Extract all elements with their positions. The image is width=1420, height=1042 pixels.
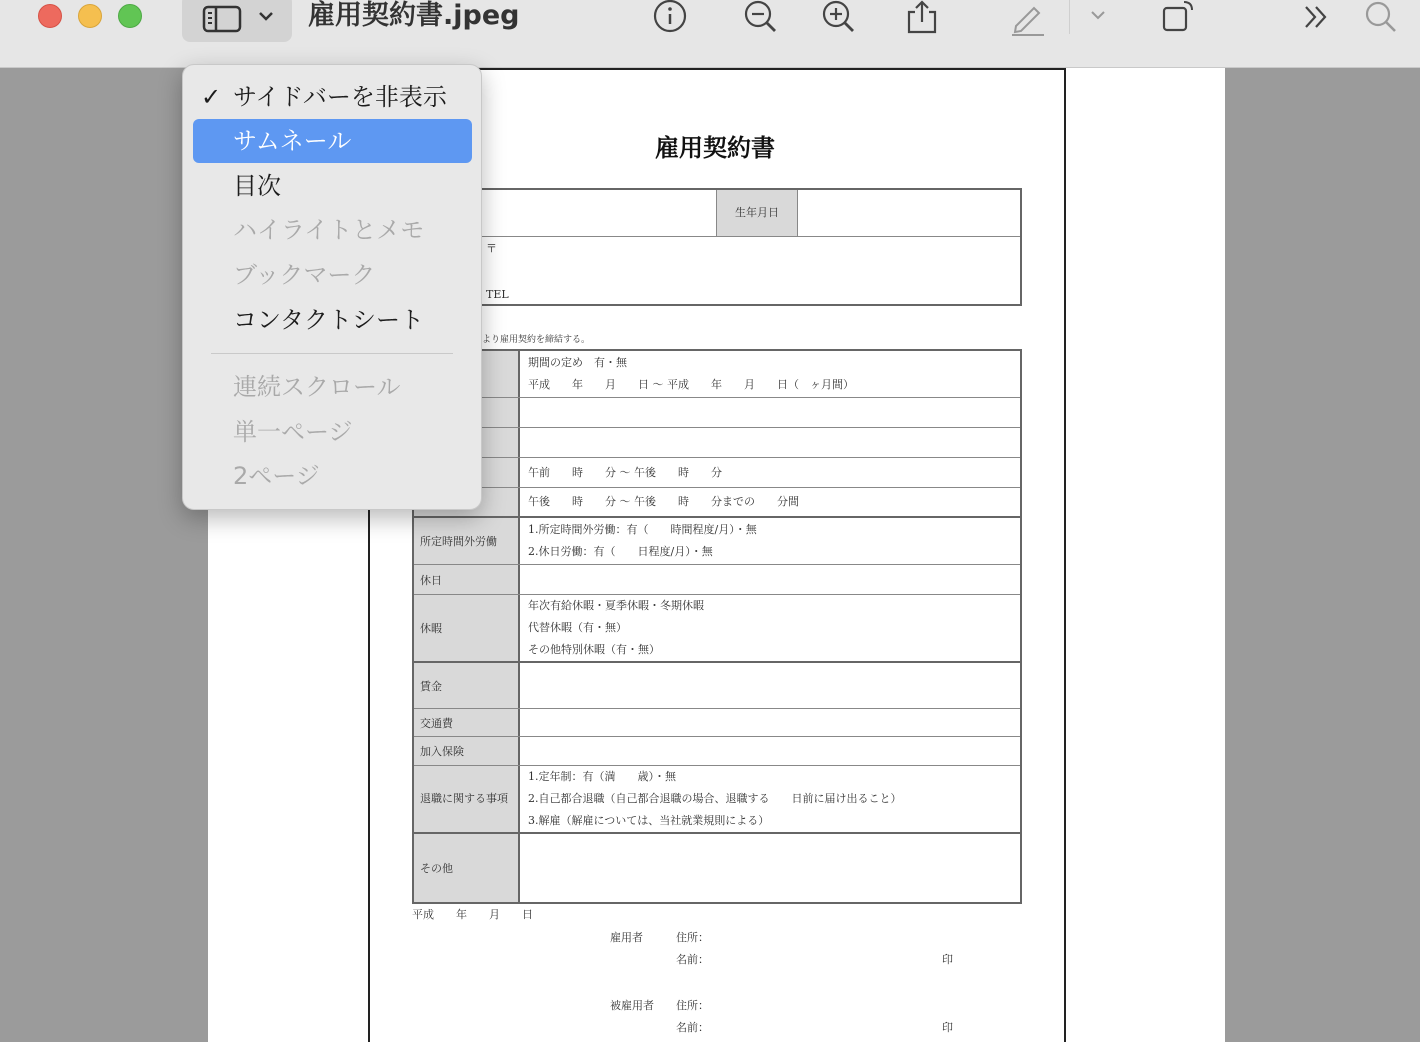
row-value: 2.休日労働：有（ 日程度/月）・無 [528, 545, 713, 558]
row-value: 代替休暇（有・無） [528, 621, 627, 634]
sidebar-view-button[interactable] [182, 0, 292, 42]
employer-label: 雇用者 [610, 931, 643, 944]
toolbar [0, 0, 1420, 68]
sidebar-icon [202, 4, 242, 34]
table-row [414, 458, 1020, 488]
row-value: 年次有給休暇・夏季休暇・冬期休暇 [528, 599, 704, 612]
dob-label: 生年月日 [716, 190, 798, 236]
zoom-in-icon[interactable] [820, 0, 860, 36]
table-row [414, 518, 1020, 565]
row-value: 午後 時 分 〜 午後 時 分までの 分間 [528, 495, 799, 508]
checkmark-icon: ✓ [201, 83, 222, 111]
row-label: 交通費 [414, 709, 520, 736]
employer-seal: 印 [942, 953, 953, 966]
menu-item-contact-sheet[interactable]: コンタクトシート [233, 306, 425, 334]
table-row [414, 709, 1020, 737]
employee-name-label: 名前： [676, 1021, 709, 1034]
share-icon[interactable] [902, 0, 942, 36]
tel-label: TEL [486, 288, 509, 301]
row-value: 2.自己都合退職（自己都合退職の場合、退職する 日前に届け出ること） [528, 792, 902, 805]
row-label: 休日 [414, 565, 520, 594]
table-row [414, 595, 1020, 663]
row-value: 平成 年 月 日 〜 平成 年 月 日（ ヶ月間） [528, 378, 854, 391]
document-heading: 雇用契約書 [655, 133, 775, 162]
menu-item-thumbnails[interactable]: サムネール [193, 119, 472, 163]
employee-address-label: 住所： [676, 999, 709, 1012]
table-row [414, 663, 1020, 709]
employer-name-label: 名前： [676, 953, 709, 966]
row-label: 賃金 [414, 663, 520, 708]
employer-address-label: 住所： [676, 931, 709, 944]
zoom-out-icon[interactable] [742, 0, 782, 36]
markup-icon[interactable] [1008, 0, 1048, 36]
menu-item-table-of-contents[interactable]: 目次 [233, 172, 281, 200]
row-value: 期間の定め 有・無 [528, 356, 627, 369]
table-row [414, 834, 1020, 902]
close-window-button[interactable] [38, 4, 62, 28]
row-label: 休暇 [414, 595, 520, 661]
row-label: 加入保険 [414, 737, 520, 765]
menu-item-highlights-notes: ハイライトとメモ [233, 216, 425, 244]
search-icon[interactable] [1362, 0, 1402, 36]
menu-item-single-page: 単一ページ [233, 418, 353, 446]
chevron-down-icon[interactable] [1090, 8, 1106, 22]
contract-date: 平成 年 月 日 [412, 908, 533, 921]
menu-item-hide-sidebar[interactable]: サイドバーを非表示 [233, 83, 447, 111]
minimize-window-button[interactable] [78, 4, 102, 28]
menu-item-bookmarks: ブックマーク [233, 261, 376, 289]
sidebar-view-menu [182, 64, 482, 510]
row-label: 退職に関する事項 [414, 766, 520, 832]
row-value: その他特別休暇（有・無） [528, 643, 660, 656]
window-title: 雇用契約書.jpeg [308, 0, 520, 31]
contract-note: より雇用契約を締結する。 [482, 335, 591, 345]
rotate-icon[interactable] [1158, 0, 1198, 36]
more-icon[interactable] [1300, 2, 1332, 32]
menu-item-two-pages: 2ページ [233, 462, 320, 490]
row-label: その他 [414, 834, 520, 902]
menu-separator [211, 353, 453, 354]
table-row [414, 190, 1020, 237]
postal-mark: 〒 [486, 242, 497, 255]
row-value: 3.解雇（解雇については、当社就業規則による） [528, 814, 770, 827]
row-value: 1.所定時間外労働：有（ 時間程度/月）・無 [528, 523, 757, 536]
table-row [414, 398, 1020, 428]
toolbar-separator [1069, 0, 1070, 34]
employee-seal: 印 [942, 1021, 953, 1034]
menu-item-continuous-scroll: 連続スクロール [233, 373, 401, 401]
table-row [414, 737, 1020, 766]
personal-info-table [412, 188, 1022, 306]
employee-label: 被雇用者 [610, 999, 654, 1012]
row-value: 1.定年制：有（満 歳）・無 [528, 770, 676, 783]
table-row [414, 351, 1020, 398]
contract-terms-table [412, 349, 1022, 904]
zoom-window-button[interactable] [118, 4, 142, 28]
table-row [414, 428, 1020, 458]
table-row [414, 488, 1020, 518]
chevron-down-icon [258, 10, 274, 22]
row-label: 所定時間外労働 [414, 518, 520, 564]
table-row [414, 766, 1020, 834]
row-value: 午前 時 分 〜 午後 時 分 [528, 465, 722, 479]
info-icon[interactable] [650, 0, 690, 36]
table-row [414, 565, 1020, 595]
